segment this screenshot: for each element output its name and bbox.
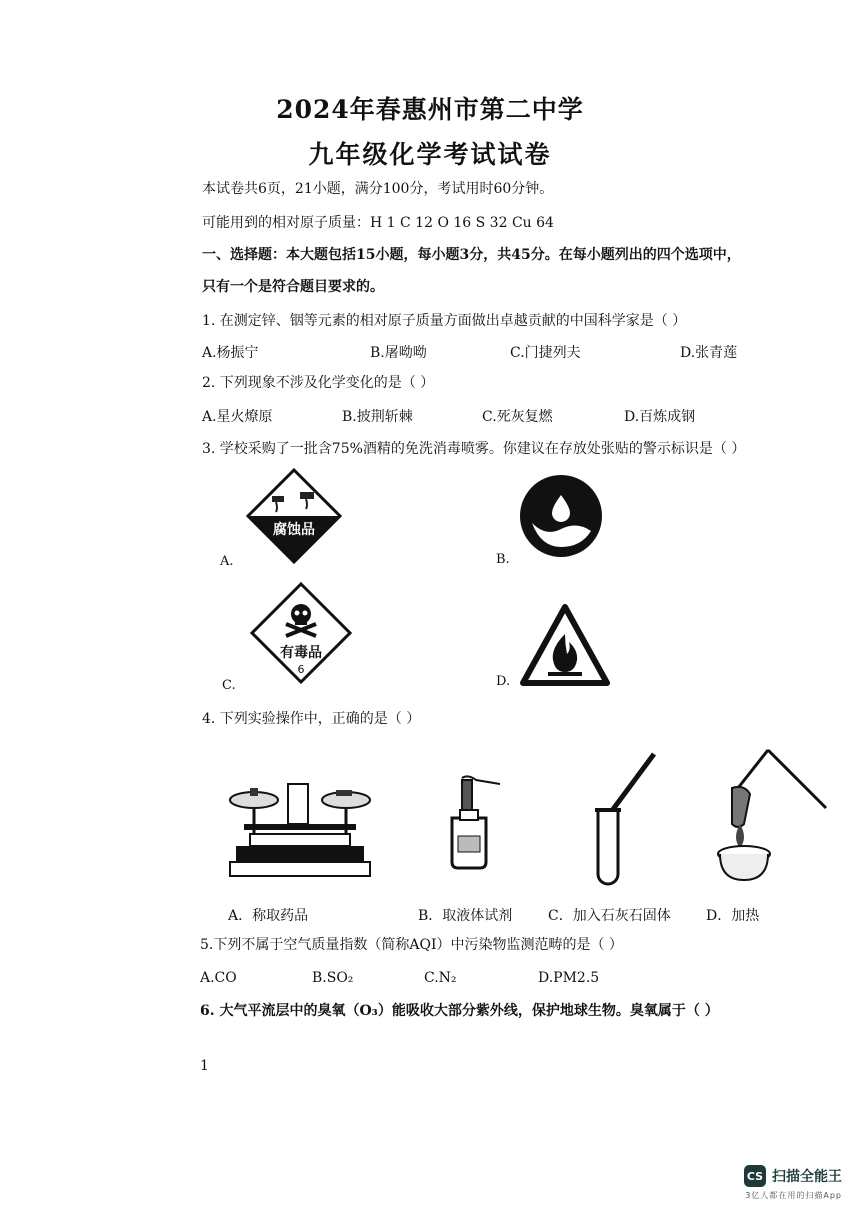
question-4-caption-a: A．称取药品 bbox=[228, 908, 309, 924]
question-2-stem: 2. 下列现象不涉及化学变化的是（ ） bbox=[202, 375, 435, 391]
question-4-caption-b: B．取液体试剂 bbox=[418, 908, 513, 924]
question-1-option-a: A.杨振宁 bbox=[202, 345, 259, 361]
heating-apparatus-icon bbox=[714, 748, 830, 888]
scanner-app-tagline: 3亿人都在用的扫描App bbox=[745, 1191, 842, 1200]
question-4-caption-c: C．加入石灰石固体 bbox=[548, 908, 671, 924]
question-1-option-c: C.门捷列夫 bbox=[510, 345, 581, 361]
exam-title-school: 2024年春惠州市第二中学 bbox=[276, 95, 584, 124]
question-3-label-c: C. bbox=[222, 678, 236, 693]
reagent-bottle-icon bbox=[440, 772, 504, 872]
question-3-label-b: B. bbox=[496, 552, 510, 567]
exam-info: 本试卷共6页，21小题，满分100分，考试用时60分钟。 bbox=[202, 181, 554, 197]
question-2-option-b: B.披荆斩棘 bbox=[342, 409, 413, 425]
question-1-option-b: B.屠呦呦 bbox=[370, 345, 427, 361]
section-heading: 一、选择题：本大题包括15小题，每小题3分，共45分。在每小题列出的四个选项中， bbox=[202, 247, 741, 263]
question-5-option-d: D.PM2.5 bbox=[538, 970, 600, 986]
water-hazard-sign-icon bbox=[518, 473, 604, 559]
question-5-option-b: B.SO₂ bbox=[312, 970, 354, 986]
toxic-sign-icon bbox=[250, 582, 352, 684]
question-6-stem: 6. 大气平流层中的臭氧（O₃）能吸收大部分紫外线，保护地球生物。臭氧属于（ ） bbox=[200, 1003, 719, 1019]
question-5-stem: 5.下列不属于空气质量指数（简称AQI）中污染物监测范畴的是（ ） bbox=[200, 937, 623, 953]
toxic-sign-label: 有毒品 bbox=[280, 645, 322, 661]
question-5-option-c: C.N₂ bbox=[424, 970, 457, 986]
question-2-option-a: A.星火燎原 bbox=[202, 409, 273, 425]
question-1-stem: 1. 在测定锌、铟等元素的相对原子质量方面做出卓越贡献的中国科学家是（ ） bbox=[202, 313, 687, 329]
section-heading-cont: 只有一个是符合题目要求的。 bbox=[202, 279, 384, 295]
question-3-label-d: D. bbox=[496, 674, 511, 689]
question-3-stem: 3. 学校采购了一批含75%酒精的免洗消毒喷雾。你建议在存放处张贴的警示标识是（ ） bbox=[202, 441, 746, 457]
exam-title-subject: 九年级化学考试试卷 bbox=[308, 140, 552, 169]
atomic-mass-info: 可能用到的相对原子质量：H 1 C 12 O 16 S 32 Cu 64 bbox=[202, 215, 554, 231]
question-2-option-d: D.百炼成钢 bbox=[624, 409, 696, 425]
question-2-option-c: C.死灰复燃 bbox=[482, 409, 553, 425]
question-4-caption-d: D．加热 bbox=[706, 908, 760, 924]
scanner-app-name: 扫描全能王 bbox=[772, 1169, 842, 1185]
question-4-stem: 4. 下列实验操作中，正确的是（ ） bbox=[202, 711, 421, 727]
scanner-logo-icon: CS bbox=[744, 1165, 766, 1187]
corrosive-sign-label: 腐蚀品 bbox=[273, 522, 315, 538]
toxic-sign-number: 6 bbox=[297, 663, 305, 676]
flammable-sign-icon bbox=[520, 604, 610, 686]
question-1-option-d: D.张青莲 bbox=[680, 345, 738, 361]
page-number: 1 bbox=[200, 1058, 209, 1074]
question-5-option-a: A.CO bbox=[200, 970, 237, 986]
test-tube-icon bbox=[590, 750, 660, 890]
question-3-label-a: A. bbox=[220, 554, 234, 569]
corrosive-sign-icon bbox=[246, 468, 342, 564]
scanner-watermark bbox=[744, 1165, 842, 1201]
balance-scale-icon bbox=[226, 778, 374, 882]
